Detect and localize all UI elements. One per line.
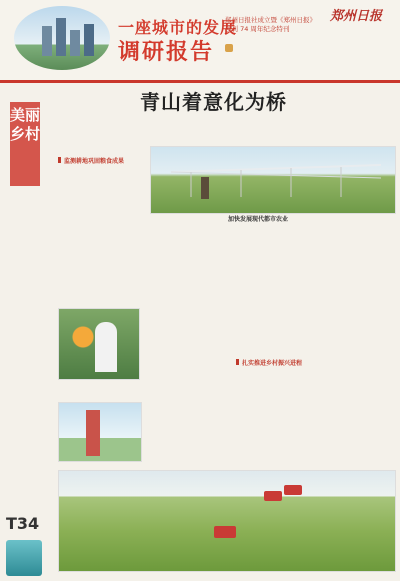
- section-heading: 扎实推进乡村振兴进程: [236, 358, 302, 367]
- body-text: [150, 222, 228, 352]
- harvester: [264, 491, 282, 501]
- anniversary-line-2: 创刊 74 周年纪念特刊: [225, 25, 290, 33]
- village-photo: [58, 402, 142, 462]
- farmer-figure: [95, 322, 117, 372]
- anniversary-note: [225, 16, 321, 53]
- body-text: [232, 222, 310, 352]
- banner-subtitle: 一座城市的发展: [118, 18, 238, 37]
- page-number: T34: [6, 514, 40, 533]
- newspaper-masthead: 郑州日报: [329, 9, 382, 24]
- body-text: [314, 222, 394, 462]
- harvester: [284, 485, 302, 495]
- body-text: [58, 165, 148, 305]
- page-header: [0, 0, 400, 80]
- section-heading-wrapper: [236, 358, 302, 367]
- column-tag: 美丽乡村: [10, 102, 40, 186]
- harvester: [214, 526, 236, 538]
- harvest-field-photo: [58, 470, 396, 572]
- city-skyline-photo: [14, 6, 110, 70]
- section-heading: 加快发展现代都市农业: [228, 216, 289, 223]
- tower-structure: [86, 410, 100, 456]
- anniversary-line-1: 郑州日报社成立暨《郑州日报》: [225, 16, 316, 24]
- column-1: [58, 156, 148, 305]
- banner-title: 调研报告: [118, 39, 215, 65]
- header-divider: [0, 80, 400, 83]
- anniversary-badge: [225, 44, 233, 52]
- section-heading: 监测耕地巩固粮食成果: [58, 156, 148, 165]
- sidebar-credits: [4, 499, 5, 506]
- advert-image: [6, 540, 42, 576]
- article-title: 青山着意化为桥: [140, 90, 287, 114]
- irrigation-photo: [150, 146, 396, 214]
- irrigation-rig-drawing: [151, 147, 395, 213]
- sidebar: [0, 92, 48, 581]
- dateline: [385, 22, 386, 27]
